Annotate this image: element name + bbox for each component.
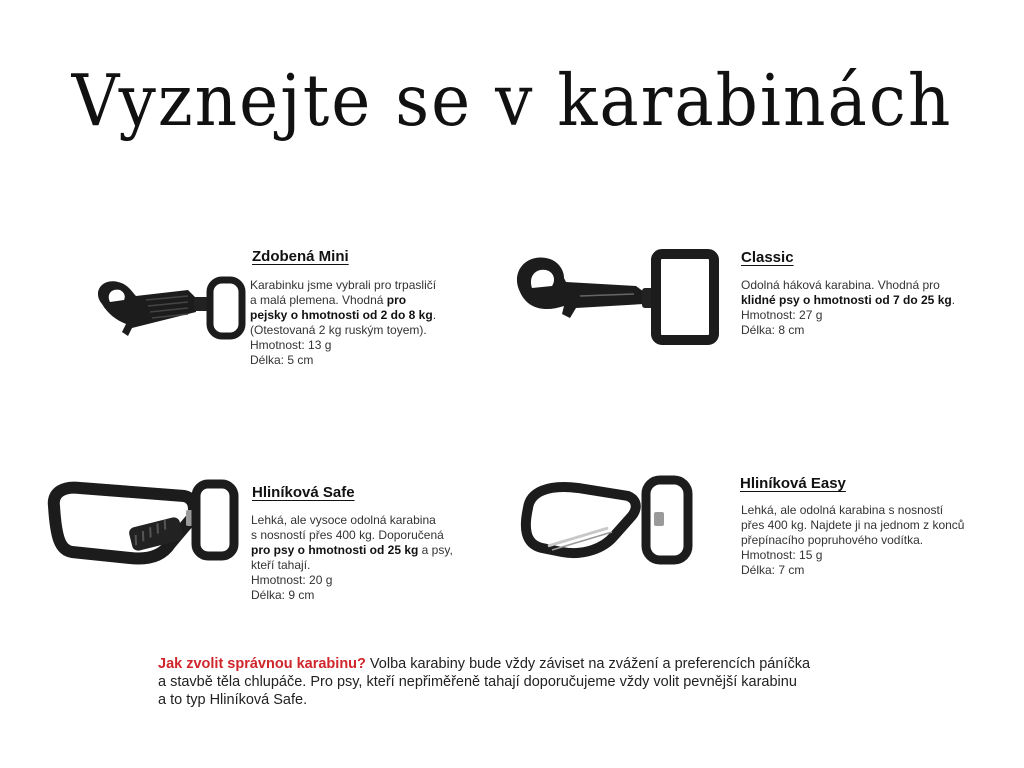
advice-line: [158, 655, 878, 673]
desc-highlight: klidné psy o hmotnosti od 7 do 25 kg: [741, 293, 952, 307]
snap-hook-mini-icon: [88, 270, 248, 350]
product-weight: Hmotnost: 20 g: [251, 573, 333, 587]
desc-line: s nosností přes 400 kg. Doporučená: [251, 528, 444, 542]
desc-highlight: pro: [386, 293, 407, 307]
product-weight: Hmotnost: 13 g: [250, 338, 332, 352]
desc-line: (Otestovaná 2 kg ruským toyem).: [250, 323, 427, 337]
desc-highlight: pro psy o hmotnosti od 25 kg: [251, 543, 419, 557]
product-description: [250, 278, 436, 368]
product-length: Délka: 5 cm: [250, 353, 314, 367]
advice-question: Jak zvolit správnou karabinu?: [158, 656, 366, 672]
product-description: [741, 503, 964, 578]
desc-line: přepínacího popruhového vodítka.: [741, 533, 924, 547]
product-length: Délka: 8 cm: [741, 323, 805, 337]
desc-line: [250, 308, 436, 323]
desc-text: .: [951, 293, 956, 307]
desc-line: Lehká, ale vysoce odolná karabina: [251, 513, 436, 527]
desc-line: Karabinku jsme vybrali pro trpasličí: [250, 278, 437, 292]
advice-line: a stavbě těla chlupáče. Pro psy, kteří nepřiměřeně tahají doporučujeme vždy volit pevnější karabinu: [158, 674, 797, 690]
advice-line: a to typ Hliníková Safe.: [158, 692, 308, 708]
desc-highlight: pejsky o hmotnosti od 2 do 8 kg: [250, 308, 433, 322]
product-description: [741, 278, 955, 338]
desc-text: a psy,: [418, 543, 453, 557]
product-name: Hliníková Safe: [252, 484, 355, 501]
desc-line: [251, 543, 453, 558]
product-length: Délka: 7 cm: [741, 563, 805, 577]
desc-line: [741, 293, 955, 308]
snap-hook-classic-icon: [506, 242, 726, 352]
desc-line: [250, 293, 436, 308]
product-name: Classic: [741, 249, 794, 266]
desc-text: .: [432, 308, 437, 322]
product-name: Zdobená Mini: [252, 248, 349, 265]
product-name: Hliníková Easy: [740, 475, 846, 492]
wire-gate-carabiner-icon: [508, 474, 698, 570]
product-length: Délka: 9 cm: [251, 588, 315, 602]
product-weight: Hmotnost: 15 g: [741, 548, 823, 562]
desc-text: a malá plemena. Vhodná: [250, 293, 387, 307]
desc-line: Odolná háková karabina. Vhodná pro: [741, 278, 940, 292]
desc-line: Lehká, ale odolná karabina s nosností: [741, 503, 944, 517]
desc-line: přes 400 kg. Najdete ji na jednom z konců: [741, 518, 965, 532]
product-description: [251, 513, 453, 603]
advice-text: Volba karabiny bude vždy záviset na zvážení a preferencích páníčka: [365, 656, 811, 672]
product-weight: Hmotnost: 27 g: [741, 308, 823, 322]
page-title: Vyznejte se v karabinách: [71, 58, 953, 143]
selection-advice: [158, 655, 878, 709]
locking-carabiner-icon: [44, 478, 240, 568]
desc-line: kteří tahají.: [251, 558, 311, 572]
